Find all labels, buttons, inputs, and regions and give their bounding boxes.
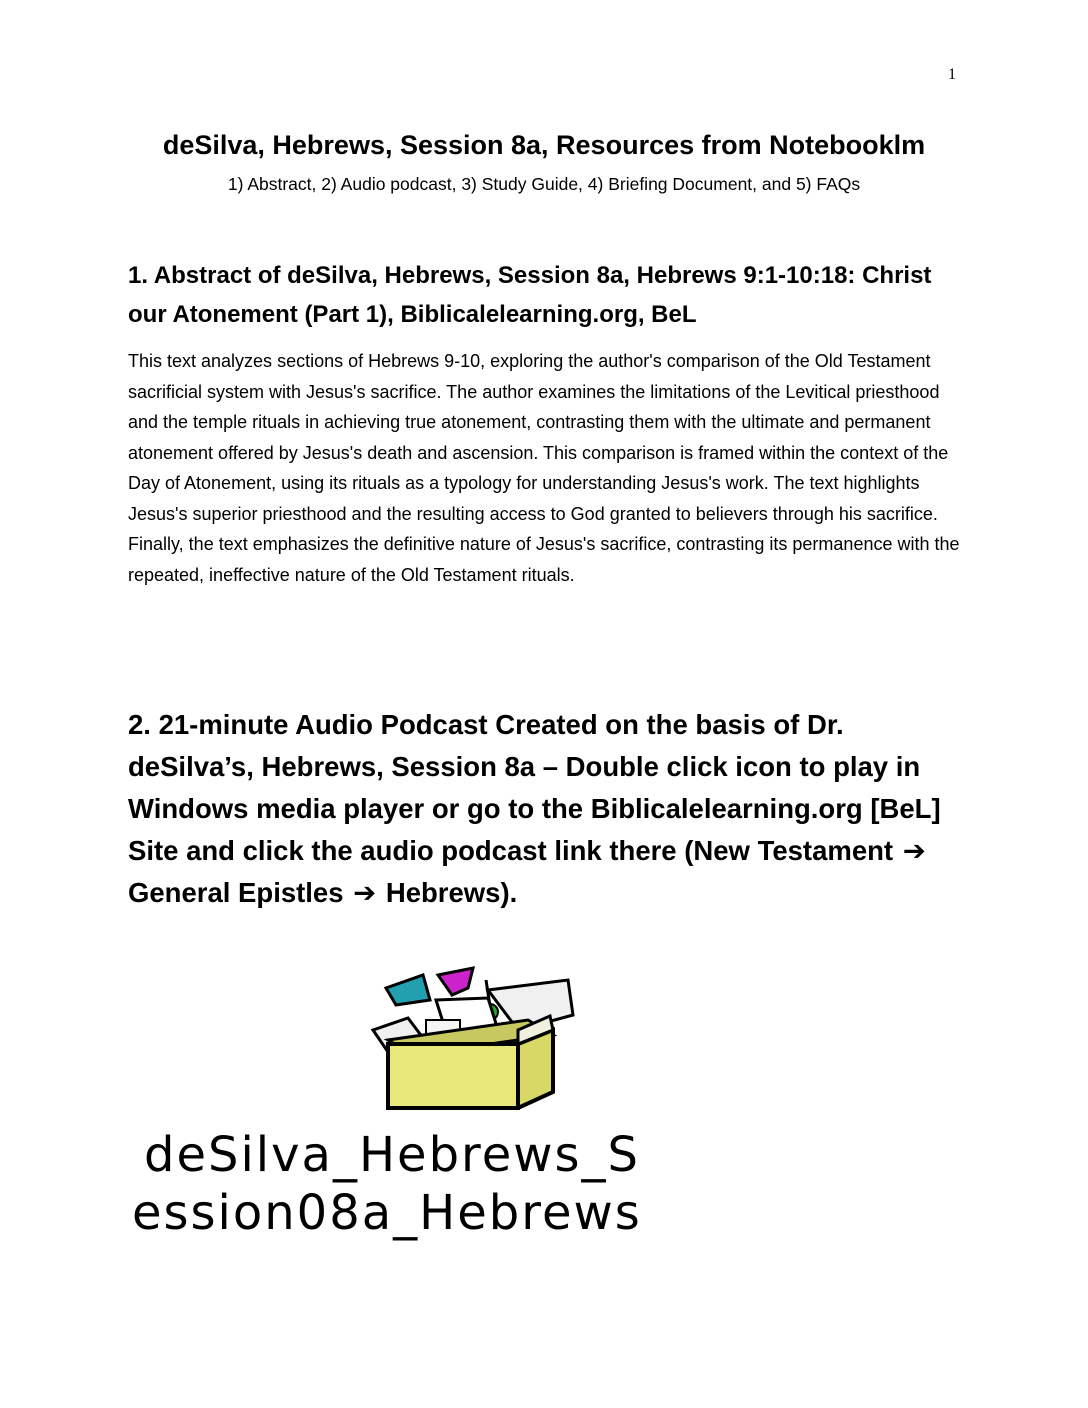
- document-subtitle: 1) Abstract, 2) Audio podcast, 3) Study Guide, 4) Briefing Document, and 5) FAQs: [227, 174, 861, 194]
- podcast-heading-text-2: General Epistles: [128, 877, 352, 908]
- arrow-right-icon: ➔: [902, 835, 926, 866]
- package-installer-icon[interactable]: [368, 960, 578, 1110]
- page-number: 1: [948, 66, 956, 83]
- podcast-heading-text-3: Hebrews).: [385, 877, 518, 908]
- arrow-right-icon: ➔: [353, 877, 377, 908]
- abstract-heading: 1. Abstract of deSilva, Hebrews, Session 8a, Hebrews 9:1-10:18: Christ our Atonement (Part 1), Biblicalelearning.org, BeL: [128, 262, 932, 328]
- abstract-paragraph: This text analyzes sections of Hebrews 9-10, exploring the author's comparison of the Old Testament sacrificial system with Jesus's sacrifice. The author examines the limitations of the Levitical priesthood and the temple rituals in achieving true atonement, contrasting them with the ultimate and permanent atonement offered by Jesus's death and ascension. This comparison is framed within the context of the Day of Atonement, using its rituals as a typology for understanding Jesus's work. The text highlights Jesus's superior priesthood and the resulting access to God granted to believers through his sacrifice. Finally, the text emphasizes the definitive nature of Jesus's sacrifice, contrasting its permanence with the repeated, ineffective nature of the Old Testament rituals.: [128, 351, 960, 585]
- file-label-line-1: deSilva_Hebrews_S: [144, 1127, 640, 1183]
- podcast-heading-text-1: 2. 21-minute Audio Podcast Created on the basis of Dr. deSilva’s, Hebrews, Session 8a – Double click icon to play in Windows media player or go to the Biblicalelearning.org [BeL] Site and click the audio podcast link there (New Testament: [128, 709, 941, 866]
- podcast-file-label[interactable]: [132, 1126, 832, 1242]
- file-label-line-2: ession08a_Hebrews: [132, 1185, 642, 1241]
- podcast-heading: [128, 704, 958, 914]
- document-title: deSilva, Hebrews, Session 8a, Resources from Notebooklm: [162, 130, 926, 160]
